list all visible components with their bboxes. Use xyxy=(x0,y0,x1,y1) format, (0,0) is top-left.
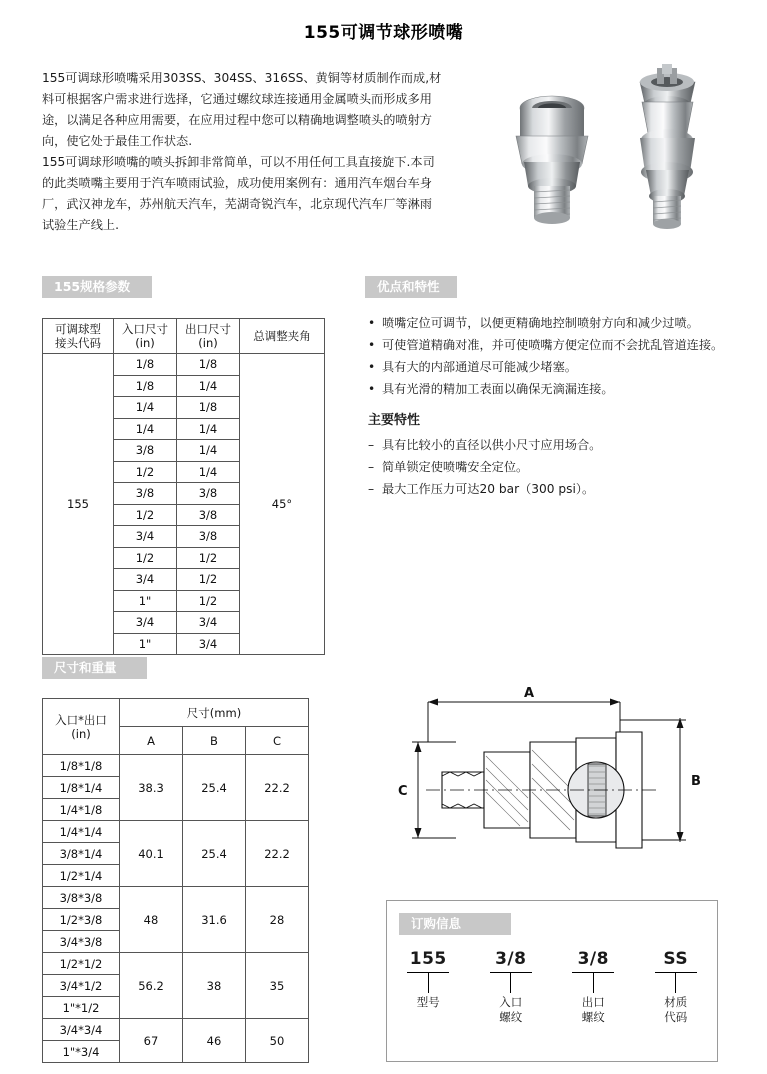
advantage-item: • 具有光滑的精加工表面以确保无滴漏连接。 xyxy=(368,378,740,400)
dim-cell-io: 3/4*1/2 xyxy=(43,975,120,997)
advantage-item: • 喷嘴定位可调节，以便更精确地控制喷射方向和减少过喷。 xyxy=(368,312,740,334)
order-code-value: 155 xyxy=(407,949,449,973)
spec-cell-inlet: 1" xyxy=(114,590,177,612)
page-title: 155可调节球形喷嘴 xyxy=(303,23,464,43)
order-code-value: 3/8 xyxy=(572,949,614,973)
spec-cell-outlet: 3/4 xyxy=(177,612,240,634)
dim-cell-c: 50 xyxy=(246,1019,309,1063)
spec-header-model xyxy=(43,319,114,354)
spec-header-inlet-line1: 入口尺寸 xyxy=(122,322,168,336)
drawing-label-a: A xyxy=(524,686,535,701)
order-code-label: 材质 代码 xyxy=(664,995,688,1024)
product-photo xyxy=(490,60,740,260)
spec-cell-inlet: 1/4 xyxy=(114,397,177,419)
dim-cell-io: 3/4*3/8 xyxy=(43,931,120,953)
dim-cell-c: 22.2 xyxy=(246,821,309,887)
dim-header-size: 尺寸(mm) xyxy=(120,699,309,727)
spec-cell-outlet: 3/8 xyxy=(177,504,240,526)
order-leader-line xyxy=(593,973,594,993)
spec-cell-outlet: 1/8 xyxy=(177,397,240,419)
advantage-item: • 可使管道精确对准，并可使喷嘴方便定位而不会扰乱管道连接。 xyxy=(368,334,740,356)
nozzle-right xyxy=(640,64,695,229)
dim-cell-a: 48 xyxy=(120,887,183,953)
intro-text xyxy=(42,68,442,236)
spec-header-outlet-line2: (in) xyxy=(198,336,218,350)
spec-header-outlet xyxy=(177,319,240,354)
spec-header-inlet-line2: (in) xyxy=(135,336,155,350)
dim-cell-b: 25.4 xyxy=(183,755,246,821)
advantage-item: • 具有大的内部通道尽可能减少堵塞。 xyxy=(368,356,740,378)
order-code-label: 型号 xyxy=(416,995,440,1009)
order-code-column xyxy=(474,949,548,1025)
spec-cell-inlet: 1/2 xyxy=(114,461,177,483)
dim-cell-a: 56.2 xyxy=(120,953,183,1019)
spec-cell-inlet: 1/8 xyxy=(114,375,177,397)
spec-header-model-line2: 接头代码 xyxy=(55,336,101,350)
section-header-dimensions: 尺寸和重量 xyxy=(42,657,147,679)
dim-cell-b: 25.4 xyxy=(183,821,246,887)
dim-header-b: B xyxy=(183,727,246,755)
feature-item: – 简单锁定使喷嘴安全定位。 xyxy=(368,456,740,478)
dim-cell-io: 1/2*1/4 xyxy=(43,865,120,887)
section-header-spec: 155规格参数 xyxy=(42,276,152,298)
dim-cell-io: 1"*1/2 xyxy=(43,997,120,1019)
drawing-svg xyxy=(380,680,740,880)
spec-header-model-line1: 可调球型 xyxy=(55,322,101,336)
spec-table xyxy=(42,318,325,655)
order-code-column xyxy=(556,949,630,1025)
table-row xyxy=(43,755,309,777)
dim-cell-c: 35 xyxy=(246,953,309,1019)
spec-cell-inlet: 1/2 xyxy=(114,547,177,569)
table-row xyxy=(43,953,309,975)
advantages-block xyxy=(368,312,740,500)
spec-cell-inlet: 1/2 xyxy=(114,504,177,526)
table-header-row xyxy=(43,319,325,354)
spec-cell-outlet: 1/8 xyxy=(177,354,240,376)
drawing-label-c: C xyxy=(398,784,408,799)
dim-cell-io: 1/2*1/2 xyxy=(43,953,120,975)
section-header-advantages: 优点和特性 xyxy=(365,276,457,298)
intro-paragraph-1: 155可调球形喷嘴采用303SS、304SS、316SS、黄铜等材质制作而成,材料可根据客户需求进行选择，它通过螺纹球连接通用金属喷头而形成多用途，以满足各种应用需要，在应用过程中您可以精确地调整喷头的喷射方向，使它处于最佳工作状态. xyxy=(42,71,442,148)
spec-cell-outlet: 1/2 xyxy=(177,590,240,612)
table-row xyxy=(43,354,325,376)
spec-cell-inlet: 3/4 xyxy=(114,526,177,548)
dim-cell-io: 1/4*1/8 xyxy=(43,799,120,821)
spec-cell-outlet: 1/4 xyxy=(177,461,240,483)
dim-cell-a: 38.3 xyxy=(120,755,183,821)
order-code-label: 出口 螺纹 xyxy=(581,995,605,1024)
dim-cell-io: 3/4*3/4 xyxy=(43,1019,120,1041)
dim-header-a: A xyxy=(120,727,183,755)
spec-cell-inlet: 1/4 xyxy=(114,418,177,440)
spec-header-outlet-line1: 出口尺寸 xyxy=(185,322,231,336)
technical-drawing xyxy=(380,680,740,880)
spec-cell-model: 155 xyxy=(43,354,114,655)
spec-cell-inlet: 3/4 xyxy=(114,569,177,591)
dim-header-io xyxy=(43,699,120,755)
spec-cell-outlet: 3/8 xyxy=(177,526,240,548)
order-code-row xyxy=(387,949,717,1025)
nozzle-photo-svg xyxy=(490,60,740,260)
dim-cell-c: 22.2 xyxy=(246,755,309,821)
dim-cell-io: 3/8*1/4 xyxy=(43,843,120,865)
features-list xyxy=(368,434,740,500)
order-leader-line xyxy=(510,973,511,993)
table-header-row xyxy=(43,699,309,727)
spec-cell-outlet: 1/4 xyxy=(177,418,240,440)
section-header-order: 订购信息 xyxy=(399,913,511,935)
spec-cell-outlet: 1/4 xyxy=(177,440,240,462)
order-code-value: SS xyxy=(655,949,697,973)
order-code-column xyxy=(639,949,713,1025)
spec-cell-outlet: 1/2 xyxy=(177,569,240,591)
order-info-box xyxy=(386,900,718,1062)
dim-cell-io: 3/8*3/8 xyxy=(43,887,120,909)
table-row xyxy=(43,1019,309,1041)
dim-header-io-line1: 入口*出口 xyxy=(55,712,107,727)
spec-cell-inlet: 1/8 xyxy=(114,354,177,376)
nozzle-left xyxy=(516,96,588,224)
dim-header-io-line2: (in) xyxy=(71,726,91,741)
dim-cell-io: 1/4*1/4 xyxy=(43,821,120,843)
drawing-label-b: B xyxy=(691,774,701,789)
dim-cell-b: 31.6 xyxy=(183,887,246,953)
dim-header-c: C xyxy=(246,727,309,755)
order-code-value: 3/8 xyxy=(490,949,532,973)
spec-cell-inlet: 3/8 xyxy=(114,483,177,505)
table-row xyxy=(43,821,309,843)
dim-cell-io: 1/8*1/8 xyxy=(43,755,120,777)
dim-cell-b: 38 xyxy=(183,953,246,1019)
dim-cell-io: 1/8*1/4 xyxy=(43,777,120,799)
order-leader-line xyxy=(428,973,429,993)
dim-cell-a: 67 xyxy=(120,1019,183,1063)
dim-cell-a: 40.1 xyxy=(120,821,183,887)
advantages-list xyxy=(368,312,740,400)
spec-table-body xyxy=(43,354,325,655)
spec-header-inlet xyxy=(114,319,177,354)
spec-cell-inlet: 3/8 xyxy=(114,440,177,462)
feature-item: – 最大工作压力可达20 bar（300 psi）。 xyxy=(368,478,740,500)
dim-cell-io: 1/2*3/8 xyxy=(43,909,120,931)
spec-cell-outlet: 1/4 xyxy=(177,375,240,397)
spec-cell-inlet: 3/4 xyxy=(114,612,177,634)
table-row xyxy=(43,887,309,909)
order-code-column xyxy=(391,949,465,1010)
order-leader-line xyxy=(675,973,676,993)
dim-cell-b: 46 xyxy=(183,1019,246,1063)
spec-header-angle: 总调整夹角 xyxy=(240,319,325,354)
spec-cell-outlet: 1/2 xyxy=(177,547,240,569)
spec-cell-outlet: 3/8 xyxy=(177,483,240,505)
feature-item: – 具有比较小的直径以供小尺寸应用场合。 xyxy=(368,434,740,456)
dim-cell-io: 1"*3/4 xyxy=(43,1041,120,1063)
spec-cell-outlet: 3/4 xyxy=(177,633,240,655)
order-code-label: 入口 螺纹 xyxy=(499,995,523,1024)
spec-cell-inlet: 1" xyxy=(114,633,177,655)
intro-paragraph-2: 155可调球形喷嘴的喷头拆卸非常简单，可以不用任何工具直接旋下.本司的此类喷嘴主要用于汽车喷雨试验，成功使用案例有：通用汽车烟台车身厂，武汉神龙车，苏州航天汽车，芜湖奇锐汽车，北京现代汽车厂等淋雨试验生产线上. xyxy=(42,155,435,232)
dimension-table-body xyxy=(43,755,309,1063)
spec-cell-angle: 45° xyxy=(240,354,325,655)
dim-cell-c: 28 xyxy=(246,887,309,953)
dimension-table xyxy=(42,698,309,1063)
features-title: 主要特性 xyxy=(368,413,421,428)
